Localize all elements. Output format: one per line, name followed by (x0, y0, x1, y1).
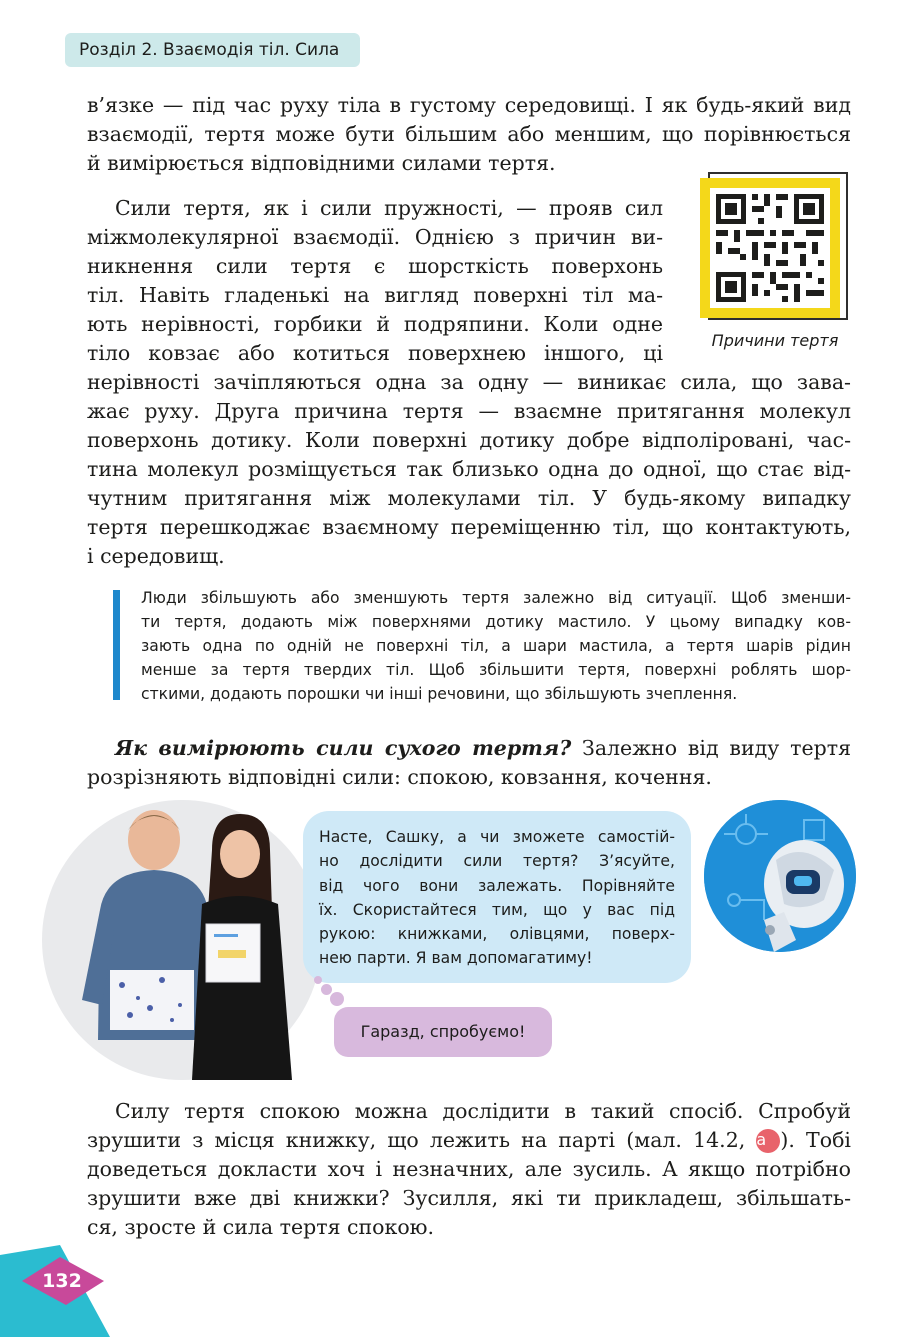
page-number: 132 (42, 1270, 82, 1292)
text-fragment: ). Тобі (780, 1128, 851, 1152)
paragraph-question (87, 734, 851, 792)
bubble-dot (330, 992, 344, 1006)
bubble-dot (321, 984, 332, 995)
paragraph-friction-causes-continued (87, 368, 851, 571)
text-line: доведеться докласти хоч і незначних, але зусиль. А якщо потрібно (87, 1157, 851, 1181)
text-line: тіло ковзає або котиться поверхнею іншого, ці (87, 341, 663, 365)
text-line: в’язке — під час руху тіла в густому середовищі. І як будь-який вид (87, 93, 851, 117)
robot-illustration (704, 800, 856, 952)
text-fragment: зрушити з місця книжку, що лежить на парті (мал. 14.2, (87, 1128, 746, 1152)
text-line: ся, зросте й сила тертя спокою. (87, 1215, 435, 1239)
text-line: взаємодії, тертя може бути більшим або меншим, що порівнюється (87, 122, 851, 146)
text-line: і середовищ. (87, 544, 225, 568)
text-line: никнення сили тертя є шорсткість поверхонь (87, 254, 663, 278)
note-text (141, 586, 851, 706)
text-line: й вимірюється відповідними силами тертя. (87, 151, 556, 175)
text-line: но дослідити сили тертя? З’ясуйте, (319, 852, 675, 871)
robot-icon (704, 800, 856, 952)
question-heading: Як вимірюють сили сухого тертя? (115, 736, 572, 760)
text-line: поверхонь дотику. Коли поверхні дотику добре відполіровані, час- (87, 428, 851, 452)
students-speech-bubble: Гаразд, спробуємо! (334, 1007, 552, 1057)
students-illustration (42, 800, 322, 1080)
text-fragment: Залежно від виду тертя (571, 736, 852, 760)
qr-code-graphic (710, 188, 830, 308)
text-line: менше за тертя твердих тіл. Щоб збільшити тертя, поверхні роблять шор- (141, 661, 851, 679)
text-line: їх. Скористайтеся тим, що у вас під (319, 900, 675, 919)
robot-speech-text (319, 825, 675, 971)
paragraph-static-friction (87, 1097, 851, 1242)
paragraph-intro (87, 91, 851, 178)
bubble-dot (314, 976, 322, 984)
paragraph-friction-causes (87, 194, 663, 368)
text-line: рукою: книжками, олівцями, поверх- (319, 925, 675, 944)
text-line: тіл. Навіть гладенькі на вигляд поверхні тіл ма- (87, 283, 663, 307)
text-line: жає руху. Друга причина тертя — взаємне притягання молекул (87, 399, 851, 423)
text-line: тертя перешкоджає взаємному переміщенню тіл, що контактують, (87, 515, 851, 539)
text-line: нерівності зачіпляються одна за одну — виникає сила, що зава- (87, 370, 851, 394)
text-line: Насте, Сашку, а чи зможете самостій- (319, 828, 675, 846)
qr-code-link[interactable] (700, 172, 848, 320)
text-line: розрізняють відповідні сили: спокою, ковзання, кочення. (87, 765, 712, 789)
text-line: від чого вони залежать. Порівняйте (319, 876, 675, 895)
text-line: ти тертя, додають між поверхнями дотику мастило. У цьому випадку ков- (141, 613, 851, 631)
section-header: Розділ 2. Взаємодія тіл. Сила (65, 33, 360, 67)
text-line: міжмолекулярної взаємодії. Однією з причин ви- (87, 225, 663, 249)
text-line: ють нерівності, горбики й подряпини. Коли одне (87, 312, 663, 336)
qr-frame (700, 178, 840, 318)
note-accent-bar (113, 590, 120, 700)
figure-badge-a: а (756, 1129, 780, 1153)
text-line (87, 1126, 851, 1155)
text-line: сткими, додають порошки чи інші речовини, що збільшують зчеплення. (141, 685, 738, 703)
text-line: Сили тертя, як і сили пружності, — прояв сил (115, 196, 663, 220)
text-line: нею парти. Я вам допомагатиму! (319, 949, 593, 968)
text-line: Силу тертя спокою можна дослідити в такий спосіб. Спробуй (115, 1099, 851, 1123)
qr-caption: Причини тертя (711, 331, 839, 350)
qr-code-icon (710, 188, 830, 308)
text-line: Люди збільшують або зменшують тертя залежно від ситуації. Щоб зменши- (141, 589, 851, 607)
text-line: зають одна по одній не поверхні тіл, а шари мастила, а тертя шарів рідин (141, 637, 851, 655)
text-line: тина молекул розміщується так близько одна до одної, що стає від- (87, 457, 851, 481)
text-line: чутним притягання між молекулами тіл. У будь-якому випадку (87, 486, 851, 510)
info-note (113, 586, 853, 702)
text-line (87, 734, 851, 763)
students-icon (42, 800, 322, 1080)
text-line: зрушити вже дві книжки? Зусилля, які ти прикладеш, збільшать- (87, 1186, 851, 1210)
